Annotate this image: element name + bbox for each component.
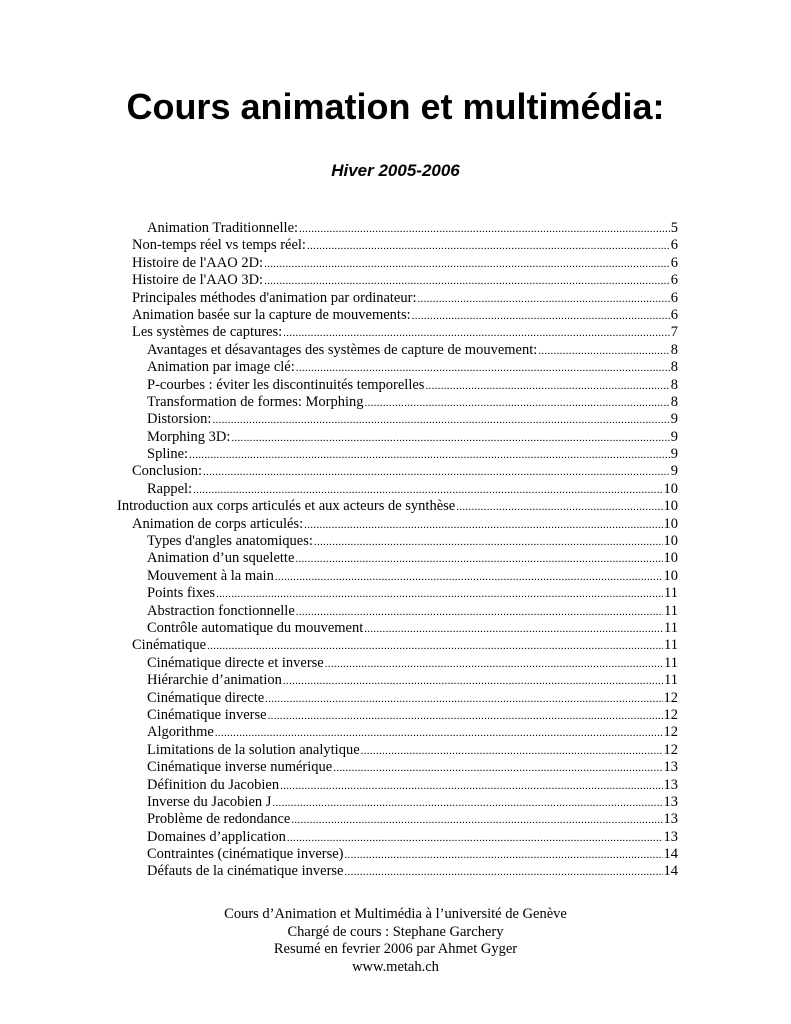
toc-dot-leader	[275, 569, 663, 586]
toc-entry[interactable]	[0, 550, 791, 567]
toc-page-number: 9	[670, 428, 678, 445]
toc-entry-title: Les systèmes de captures:	[132, 324, 283, 341]
toc-page-number: 9	[670, 463, 678, 480]
toc-entry[interactable]	[0, 568, 791, 585]
toc-dot-leader	[299, 221, 670, 238]
toc-entry[interactable]	[0, 863, 791, 880]
footer-summary-line: Resumé en fevrier 2006 par Ahmet Gyger	[273, 941, 518, 958]
toc-page-number: 9	[670, 411, 678, 428]
toc-page-number: 5	[670, 220, 678, 236]
toc-dot-leader	[189, 447, 670, 464]
toc-entry[interactable]	[0, 255, 791, 272]
toc-page-number: 10	[663, 567, 678, 584]
toc-entry-title: Définition du Jacobien	[147, 776, 280, 793]
toc-dot-leader	[345, 847, 663, 864]
toc-dot-leader	[296, 604, 663, 621]
document-title: Cours animation et multimédia:	[126, 86, 665, 127]
toc-entry-title: Cinématique directe et inverse	[147, 654, 324, 671]
toc-entry-title: Introduction aux corps articulés et aux acteurs de synthèse	[117, 498, 456, 515]
toc-dot-leader	[295, 551, 662, 568]
toc-page-number: 14	[663, 863, 678, 880]
toc-dot-leader	[283, 673, 663, 690]
toc-dot-leader	[333, 760, 662, 777]
toc-entry-title: Principales méthodes d'animation par ordinateur:	[132, 289, 417, 306]
toc-entry-title: Cinématique inverse numérique	[147, 759, 333, 776]
toc-entry-title: Rappel:	[147, 480, 193, 497]
toc-page-number: 13	[663, 793, 678, 810]
toc-entry-title: Défauts de la cinématique inverse	[147, 863, 344, 880]
toc-page-number: 11	[664, 602, 678, 619]
toc-entry-title: Morphing 3D:	[147, 428, 231, 445]
toc-dot-leader	[325, 656, 663, 673]
toc-entry-title: Contraintes (cinématique inverse)	[147, 846, 344, 863]
toc-dot-leader	[231, 430, 669, 447]
toc-entry-title: Distorsion:	[147, 411, 212, 428]
toc-dot-leader	[280, 778, 662, 795]
toc-entry[interactable]	[0, 829, 791, 846]
toc-page-number: 10	[663, 550, 678, 567]
toc-dot-leader	[193, 482, 662, 499]
toc-entry[interactable]	[0, 359, 791, 376]
toc-dot-leader	[287, 830, 663, 847]
toc-entry[interactable]	[0, 463, 791, 480]
toc-entry[interactable]	[0, 324, 791, 341]
toc-entry-title: Contrôle automatique du mouvement	[147, 619, 364, 636]
toc-entry[interactable]	[0, 533, 791, 550]
toc-page-number: 8	[670, 393, 678, 410]
toc-dot-leader	[216, 586, 663, 603]
toc-entry[interactable]	[0, 759, 791, 776]
toc-entry[interactable]	[0, 516, 791, 533]
toc-entry-title: Animation Traditionnelle:	[147, 220, 299, 236]
toc-page-number: 10	[663, 515, 678, 532]
toc-page-number: 8	[670, 359, 678, 376]
toc-entry-title: P-courbes : éviter les discontinuités temporelles	[147, 376, 425, 393]
toc-page-number: 6	[670, 237, 678, 254]
toc-entry-title: Histoire de l'AAO 2D:	[132, 254, 264, 271]
toc-entry[interactable]	[0, 777, 791, 794]
toc-entry[interactable]	[0, 672, 791, 689]
toc-entry-title: Algorithme	[147, 724, 214, 741]
toc-dot-leader	[307, 238, 670, 255]
toc-entry-title: Inverse du Jacobien J	[147, 793, 272, 810]
toc-entry[interactable]	[0, 220, 791, 237]
toc-dot-leader	[291, 812, 662, 829]
toc-entry-title: Transformation de formes: Morphing	[147, 393, 364, 410]
toc-page-number: 11	[664, 672, 678, 689]
toc-entry[interactable]	[0, 603, 791, 620]
toc-entry[interactable]	[0, 690, 791, 707]
page-footer	[0, 906, 791, 976]
toc-dot-leader	[264, 256, 670, 273]
toc-entry-title: Avantages et désavantages des systèmes de capture de mouvement:	[147, 341, 538, 358]
toc-dot-leader	[215, 725, 663, 742]
toc-page-number: 6	[670, 272, 678, 289]
toc-page-number: 12	[663, 689, 678, 706]
toc-entry[interactable]	[0, 429, 791, 446]
toc-page-number: 13	[663, 776, 678, 793]
toc-page-number: 14	[663, 846, 678, 863]
toc-entry-title: Cinématique	[132, 637, 207, 654]
toc-page-number: 11	[664, 619, 678, 636]
toc-entry[interactable]	[0, 272, 791, 289]
toc-entry-title: Histoire de l'AAO 3D:	[132, 272, 264, 289]
toc-entry[interactable]	[0, 742, 791, 759]
toc-page-number: 10	[663, 533, 678, 550]
toc-entry[interactable]	[0, 707, 791, 724]
toc-page-number: 10	[663, 498, 678, 515]
toc-entry[interactable]	[0, 655, 791, 672]
footer-course-line: Cours d’Animation et Multimédia à l’université de Genève	[224, 906, 567, 922]
toc-dot-leader	[456, 499, 662, 516]
toc-dot-leader	[344, 864, 662, 881]
toc-dot-leader	[417, 291, 669, 308]
toc-dot-leader	[212, 412, 669, 429]
toc-page-number: 12	[663, 741, 678, 758]
toc-entry-title: Animation de corps articulés:	[132, 515, 304, 532]
toc-entry[interactable]	[0, 481, 791, 498]
toc-entry-title: Animation basée sur la capture de mouvements:	[132, 306, 411, 323]
toc-entry[interactable]	[0, 446, 791, 463]
toc-entry[interactable]	[0, 585, 791, 602]
toc-page-number: 10	[663, 480, 678, 497]
toc-entry[interactable]	[0, 394, 791, 411]
toc-entry[interactable]	[0, 411, 791, 428]
toc-entry[interactable]	[0, 498, 791, 515]
toc-dot-leader	[265, 691, 662, 708]
toc-entry-title: Mouvement à la main	[147, 567, 274, 584]
toc-page-number: 13	[663, 828, 678, 845]
toc-entry-title: Abstraction fonctionnelle	[147, 602, 295, 619]
toc-dot-leader	[364, 621, 663, 638]
toc-dot-leader	[203, 464, 670, 481]
toc-entry-title: Cinématique inverse	[147, 706, 267, 723]
toc-entry[interactable]	[0, 620, 791, 637]
toc-entry-title: Domaines d’application	[147, 828, 286, 845]
toc-page-number: 6	[670, 254, 678, 271]
toc-entry-title: Spline:	[147, 446, 189, 463]
toc-dot-leader	[538, 343, 669, 360]
table-of-contents	[0, 220, 791, 881]
toc-entry[interactable]	[0, 377, 791, 394]
toc-entry-title: Animation par image clé:	[147, 359, 295, 376]
toc-page-number: 13	[663, 811, 678, 828]
toc-dot-leader	[264, 273, 670, 290]
toc-entry-title: Problème de redondance	[147, 811, 291, 828]
toc-entry[interactable]	[0, 811, 791, 828]
toc-entry-title: Types d'angles anatomiques:	[147, 533, 313, 550]
toc-page-number: 12	[663, 724, 678, 741]
toc-page-number: 12	[663, 706, 678, 723]
toc-page-number: 11	[664, 654, 678, 671]
footer-website-link[interactable]: www.metah.ch	[352, 958, 439, 975]
toc-entry-title: Limitations de la solution analytique	[147, 741, 360, 758]
document-subtitle: Hiver 2005-2006	[331, 161, 460, 180]
toc-dot-leader	[361, 743, 663, 760]
toc-entry[interactable]	[0, 342, 791, 359]
toc-entry[interactable]	[0, 290, 791, 307]
toc-page-number: 8	[670, 376, 678, 393]
toc-dot-leader	[425, 378, 669, 395]
toc-entry-title: Cinématique directe	[147, 689, 265, 706]
toc-dot-leader	[283, 325, 670, 342]
toc-page-number: 11	[664, 637, 678, 654]
toc-entry[interactable]	[0, 846, 791, 863]
toc-dot-leader	[304, 517, 662, 534]
toc-page-number: 8	[670, 341, 678, 358]
toc-dot-leader	[412, 308, 670, 325]
toc-dot-leader	[268, 708, 663, 725]
toc-entry-title: Conclusion:	[132, 463, 203, 480]
toc-entry[interactable]	[0, 637, 791, 654]
toc-page-number: 7	[670, 324, 678, 341]
toc-entry-title: Hiérarchie d’animation	[147, 672, 282, 689]
footer-lecturer-line: Chargé de cours : Stephane Garchery	[287, 923, 504, 940]
toc-entry[interactable]	[0, 794, 791, 811]
toc-page-number: 6	[670, 289, 678, 306]
toc-page-number: 11	[664, 585, 678, 602]
toc-page-number: 6	[670, 306, 678, 323]
toc-entry-title: Points fixes	[147, 585, 216, 602]
toc-page-number: 9	[670, 446, 678, 463]
toc-dot-leader	[272, 795, 662, 812]
toc-dot-leader	[365, 395, 670, 412]
toc-entry[interactable]	[0, 307, 791, 324]
toc-page-number: 13	[663, 759, 678, 776]
toc-entry[interactable]	[0, 724, 791, 741]
toc-dot-leader	[314, 534, 663, 551]
toc-entry-title: Non-temps réel vs temps réel:	[132, 237, 306, 254]
toc-dot-leader	[296, 360, 670, 377]
toc-dot-leader	[207, 638, 663, 655]
toc-entry-title: Animation d’un squelette	[147, 550, 295, 567]
toc-entry[interactable]	[0, 237, 791, 254]
